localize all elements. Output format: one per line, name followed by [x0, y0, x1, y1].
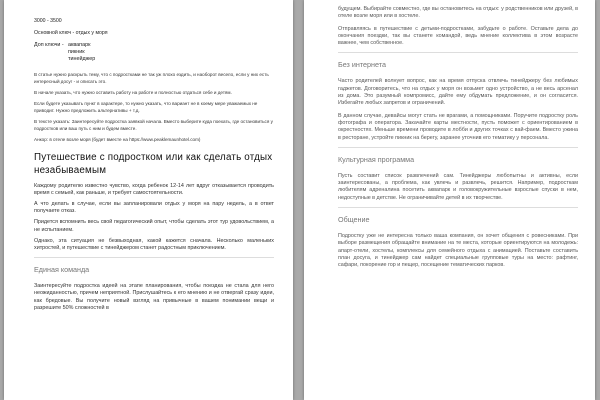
divider: [34, 257, 274, 258]
paragraph: А что делать в случае, если вы запланировали отдых у моря на пару недель, а в ответ получаете отказ.: [34, 201, 274, 215]
paragraph: Подростку уже не интересна только ваша компания, он хочет общения с ровесниками. При выборе размещения обращайте внимание на те места, которые ориентируются на молодежь: апарт-отели, хостелы, комплексы для семейного отдыха с анимацией. Поставьте составить план досуга, и тинейджер сам найдет специальные групповые туры на место: рафтинг, сафари, покорение гор и пещер, посещение тематических парков.: [338, 233, 578, 269]
section-heading: Общение: [338, 215, 370, 225]
keyword-item: тинейджер: [68, 56, 96, 63]
paragraph: Придется вспомнить весь свой педагогический опыт, чтобы сделать этот тур удовольствием, а не испытанием.: [34, 219, 274, 233]
anchor-note: Анкор: в отеле возле моря (будет вместе на https://www.peaklemaunhotel.com): [34, 136, 201, 142]
paragraph: Каждому родителю известно чувство, когда ребенок 12-14 лет вдруг отказывается проводить время с семьей, как раньше, и требует самостоятельности.: [34, 182, 274, 196]
divider: [338, 147, 578, 148]
section-heading: Культурная программа: [338, 154, 415, 164]
page-content-left: [34, 18, 274, 316]
paragraph: Часто родителей волнует вопрос, как на время отпуска отвлечь тинейджеру без любимых гаджетов. Договоритесь, что на отдых у моря он возьмет одно устройство, а не весь арсенал из дома. Это разумный компромисс, дайте ему обдумать предложение, и он согласится. Избегайте любых запретов и ограничений.: [338, 78, 578, 107]
paragraph: Заинтересуйте подростка идеей на этапе планирования, чтобы поездка не стала для него неожиданностью, причем неприятной. Прислушайтесь к его мнению и не отвергай сразу идеи, как бредовые. Вы получите новый взгляд на привычные в вашем понимании вещи и разрешите 50% сложностей в: [34, 283, 274, 311]
document-page-right: [304, 0, 595, 400]
paragraph: Однако, эта ситуация не безвыходная, какой кажется сначала. Несколько маленьких хитростей, и путешествие с тинейджером станет радостным приключением.: [34, 237, 274, 252]
document-page-left: [4, 0, 293, 400]
note: Если будете указывать пункт в характере, то нужно указать, что вариант не в коему мере уважаемых не приводит. Нужно предложить альтернативы + т.д.: [34, 100, 258, 113]
divider: [338, 207, 578, 208]
section-heading: Без интернета: [338, 60, 386, 70]
note: В начале указать, что нужно оставить работу на работе и полностью отдаться себе и детям.: [34, 89, 232, 95]
main-keyword: Основной ключ - отдых у моря: [34, 30, 108, 36]
paragraph: будущем. Выбирайте совместно, где вы остановитесь на отдых: у родственников или друзей, в отеле возле моря или в хостеле.: [338, 6, 578, 20]
note: В статье нужно раскрыть тему, что с подростками не так уж плохо ездить, и наоборот весело, если у них есть интересный досуг - и описать это.: [34, 71, 269, 84]
extra-keywords-label: Доп ключи -: [34, 42, 64, 48]
divider: [338, 52, 578, 53]
keyword-item: пикник: [68, 49, 85, 56]
section-heading: Единая команда: [34, 265, 90, 275]
note: В тексте указать: Заинтересуйте подростка заявкой начала. Вместо выберите куда поехать, где остановиться у подростков или ваш путь с ним и будем вместе.: [34, 118, 273, 131]
extra-keywords: [34, 42, 274, 64]
char-range: 3000 - 3500: [34, 18, 62, 24]
article-title: Путешествие с подростком или как сделать отдых незабываемым: [34, 151, 273, 176]
paragraph: Пусть составит список развлечений сам. Тинейджеры любопытны и активны, если заинтересованы, а проблема, как увлечь и развлечь, решится. Например, подросткам любителям адреналина посетить аквапарк и головокружительные взрослые спуски в нем, недоступные в детстве. Не ограничивайте детей в их творчестве.: [338, 172, 578, 201]
paragraph: В данном случае, девайсы могут стать не врагами, а помощниками. Поручите подростку роль фотографа и оператора. Закачайте карты местности, пусть поможет с ориентированием в окрестностях. Меньше времени проводите в лобби и других точках с вай-фаем. Вместо ужина в ресторане, устройте пикник на берегу, заранее уточнив его тематику у персонала.: [338, 112, 578, 141]
keyword-item: аквапарк: [68, 42, 91, 48]
paragraph: Отправляясь в путешествие с детьми-подростками, забудьте о работе. Оставьте дела до окончания поездки, так вы станете командой, ведь мнение коллектива в этом возрасте важнее, чем собственное.: [338, 25, 578, 47]
extra-keywords-list: [68, 42, 95, 64]
page-content-right: [338, 6, 578, 275]
